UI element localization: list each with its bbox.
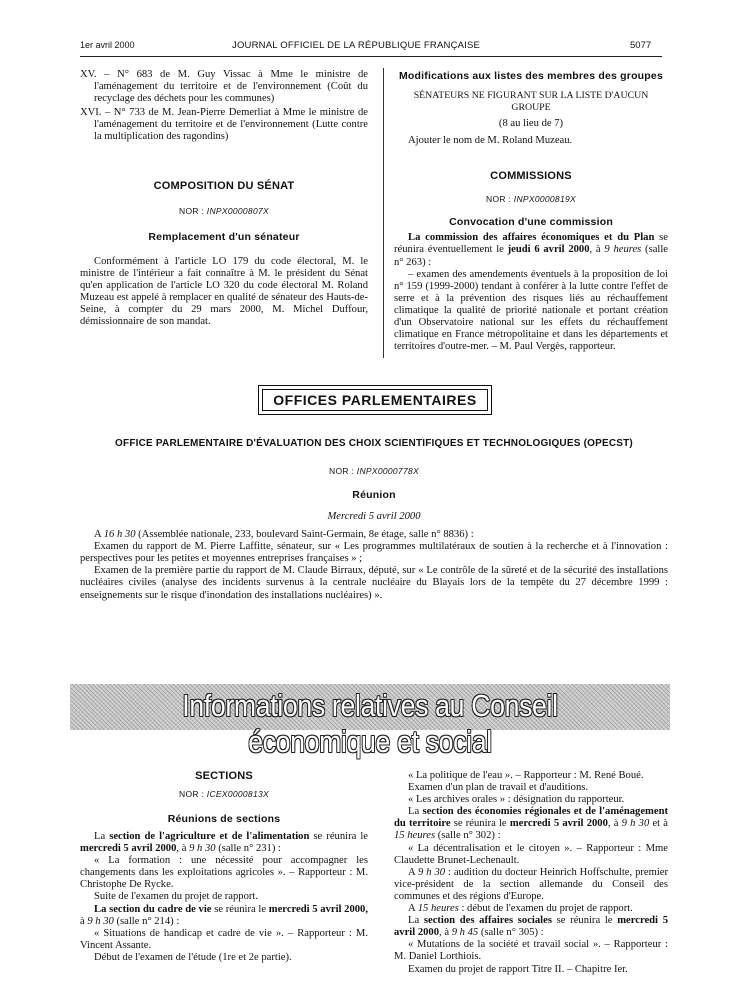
opecst-title: OFFICE PARLEMENTAIRE D'ÉVALUATION DES CHOIX SCIENTIFIQUES ET TECHNOLOGIQUES (OPECST) — [115, 438, 633, 449]
plan-travail: Examen d'un plan de travail et d'auditions. — [408, 782, 589, 794]
agri-item: « La formation : une nécessité pour accompagner les changements dans les exploitations agricoles ». – Rapporteur : M. Christophe De Rycke. — [80, 855, 368, 891]
sociales-section: La section des affaires sociales se réunira le mercredi 5 avril 2000, à 9 h 45 (salle n° 305) : — [394, 915, 669, 939]
reunion-place: A 16 h 30 (Assemblée nationale, 233, boulevard Saint-Germain, 8e étage, salle n° 8836) : — [94, 529, 474, 541]
convocation-intro: La commission des affaires économiques et du Plan se réunira éventuellement le jeudi 6 avril 2000, à 9 heures (salle n° 263) : — [394, 232, 668, 268]
header-journal: JOURNAL OFFICIEL DE LA RÉPUBLIQUE FRANÇAISE — [232, 40, 481, 51]
decentralisation-item: « La décentralisation et le citoyen ». – Rapporteur : Mme Claudette Brunet-Lechenault. — [394, 842, 668, 866]
nor-sections: NOR : ICEX0000813X — [179, 789, 269, 799]
cadre-vie-item: « Situations de handicap et cadre de vie ». – Rapporteur : M. Vincent Assante. — [80, 927, 368, 951]
archives-orales: « Les archives orales » : désignation du rapporteur. — [408, 794, 625, 806]
remplacement-title: Remplacement d'un sénateur — [148, 230, 300, 243]
convocation-title: Convocation d'une commission — [449, 216, 613, 229]
ces-banner-title: Informations relatives au Conseil économique et social — [182, 688, 558, 759]
commissions-title: COMMISSIONS — [490, 170, 572, 183]
groupe-name: SÉNATEURS NE FIGURANT SUR LA LISTE D'AUCUN GROUPE — [413, 90, 649, 114]
convocation-item: – examen des amendements éventuels à la proposition de loi n° 159 (1999-2000) tendant à conférer à la lutte contre l'effet de serre et à la prévention des risques liés au réchauffement climatique la qualité de priorité nationale et portant création d'un Observatoire national sur les effets du réchauffement climatique en France métropolitaine et dans les départements et territoires d'outre-mer. – M. Paul Vergès, rapporteur. — [394, 268, 668, 353]
groupe-count: (8 au lieu de 7) — [498, 118, 564, 130]
reunion-date: Mercredi 5 avril 2000 — [327, 511, 421, 522]
header-page-number: 5077 — [630, 40, 652, 51]
sections-title: SECTIONS — [195, 770, 253, 782]
left-column — [80, 69, 368, 328]
question-xv: XV. – N° 683 de M. Guy Vissac à Mme le ministre de l'aménagement du territoire et de l'environnement (Coût du recyclage des déchets pour les communes) — [80, 69, 368, 105]
examen-debut: A 15 heures : début de l'examen du projet de rapport. — [408, 903, 633, 915]
header-rule — [80, 56, 662, 57]
groupes-title: Modifications aux listes des membres des groupes — [398, 70, 663, 82]
reunion-item-2: Examen de la première partie du rapport de M. Claude Birraux, député, sur « Le contrôle de la sûreté et de la sécurité des installations nucléaires civiles (analyse des incidents survenus à la centrale nucléaire du Blayais lors de la tempête du 27 décembre 1999 : enseignements sur le risque d'inondation des installations nucléaires) ». — [80, 565, 668, 601]
eau-item: « La politique de l'eau ». – Rapporteur : M. René Boué. — [408, 770, 644, 781]
nor-composition: NOR : INPX0000807X — [179, 205, 269, 216]
header-date: 1er avril 2000 — [80, 40, 135, 50]
ajouter-text: Ajouter le nom de M. Roland Muzeau. — [408, 135, 573, 147]
mutations-item: « Mutations de la société et travail social ». – Rapporteur : M. Daniel Lorthiois. — [394, 939, 668, 963]
reunion-item-1: Examen du rapport de M. Pierre Laffitte, sénateur, sur « Les programmes multilatéraux de soutien à la recherche et à l'innovation : perspectives pour les petites et moyennes entreprises françaises » ; — [80, 541, 668, 565]
question-xvi: XVI. – N° 733 de M. Jean-Pierre Demerliat à Mme le ministre de l'aménagement du territoire et de l'environnement (Lutte contre la multiplication des ragondins) — [80, 107, 368, 143]
nor-commissions: NOR : INPX0000819X — [486, 194, 576, 205]
reunion-title: Réunion — [352, 489, 396, 501]
ces-left-column — [80, 770, 368, 964]
ces-right-column — [394, 770, 668, 976]
nor-opecst: NOR : INPX0000778X — [329, 466, 419, 476]
reunions-sections-title: Réunions de sections — [167, 813, 281, 825]
column-divider — [383, 68, 384, 358]
remplacement-text: Conformément à l'article LO 179 du code électoral, M. le ministre de l'intérieur a fait connaître à M. le président du Sénat qu'en application de l'article LO 320 du code électoral M. Roland Muzeau est appelé à remplacer en qualité de sénateur des Hauts-de-Seine, à compter du 29 mars 2000, M. Michel Duffour, démissionnaire de son mandat. — [80, 255, 368, 328]
titre-ii-item: Examen du projet de rapport Titre II. – Chapitre Ier. — [408, 963, 628, 975]
cadre-vie-debut: Début de l'examen de l'étude (1re et 2e partie). — [94, 951, 292, 963]
ces-banner — [70, 684, 670, 759]
audition-item: A 9 h 30 : audition du docteur Heinrich Hoffschulte, premier vice-président de la section allemande du Conseil des communes et des régions d'Europe. — [394, 866, 669, 902]
agri-suite: Suite de l'examen du projet de rapport. — [94, 891, 259, 903]
right-column — [394, 70, 668, 353]
cadre-vie-section: La section du cadre de vie se réunira le mercredi 5 avril 2000, à 9 h 30 (salle n° 214) : — [80, 903, 368, 927]
offices-banner-label: OFFICES PARLEMENTAIRES — [262, 389, 488, 411]
opecst-section — [80, 438, 668, 602]
offices-banner — [258, 385, 492, 415]
composition-title: COMPOSITION DU SÉNAT — [153, 179, 295, 192]
economies-section: La section des économies régionales et de l'aménagement du territoire se réunira le mercredi 5 avril 2000, à 9 h 30 et à 15 heures (salle n° 302) : — [394, 806, 669, 842]
agri-section: La section de l'agriculture et de l'alimentation se réunira le mercredi 5 avril 2000, à 9 h 30 (salle n° 231) : — [80, 831, 368, 855]
